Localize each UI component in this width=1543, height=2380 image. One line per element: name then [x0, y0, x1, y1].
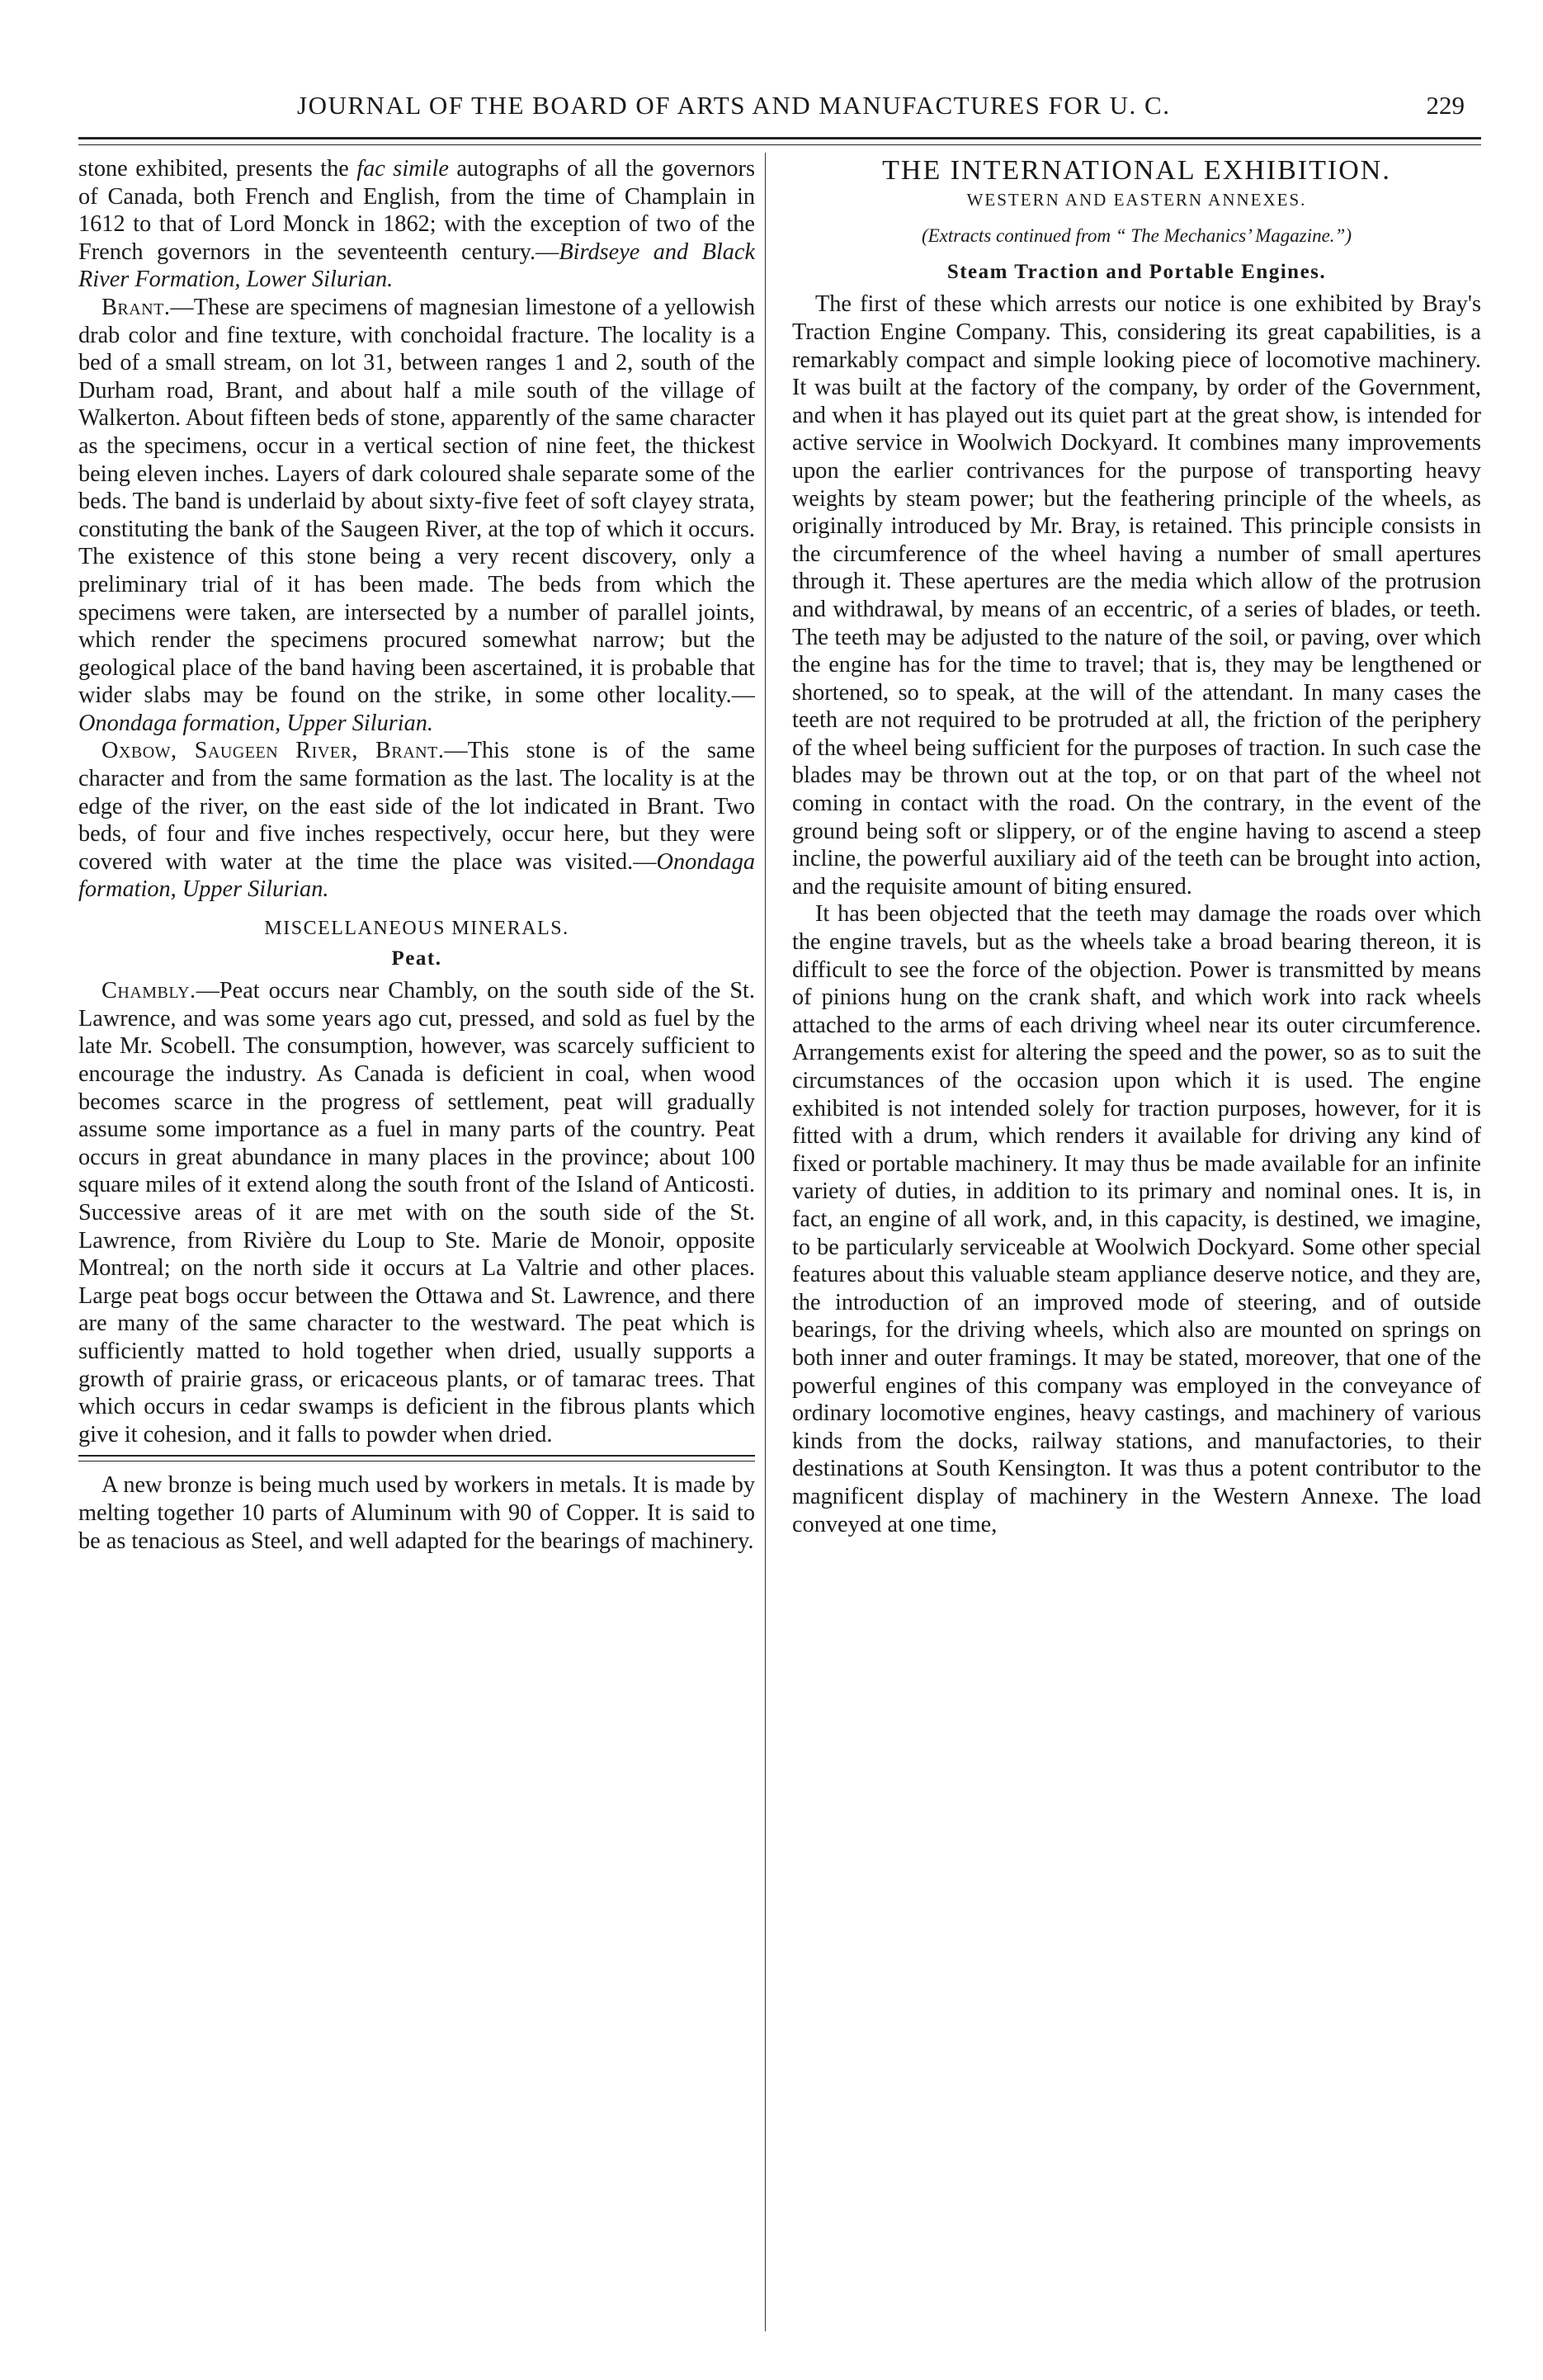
- running-title: JOURNAL OF THE BOARD OF ARTS AND MANUFACTURES FOR U. C.: [297, 91, 1171, 120]
- paragraph-text: autographs of all the governors of Canada, both French and English, from the time of Champlain in 1612 to that of Lord Monck in 1862; with the exception of two of the French governors in the seventeenth century.—: [78, 156, 755, 265]
- entry-lead: Chambly.: [101, 978, 196, 1004]
- paragraph-text: —These are specimens of magnesian limestone of a yellowish drab color and fine texture, with conchoidal fracture. The locality is a bed of a small stream, on lot 31, between ranges 1 and 2, south of the Durham road, Brant, and about half a mile south of the village of Walkerton. About fifteen beds of stone, apparently of the same character as the specimens, occur in a vertical section of nine feet, the thickest being eleven inches. Layers of dark coloured shale separate some of the beds. The band is underlaid by about sixty-five feet of soft clayey strata, constituting the bank of the Saugeen River, at the top of which it occurs. The existence of this stone being a very recent discovery, only a preliminary trial of it has been made. The beds from which the specimens were taken, are intersected by a number of parallel joints, which render the specimens procured somewhat narrow; but the geological place of the band having been ascertained, it is probable that wider slabs may be found on the strike, in some other locality.—: [78, 294, 755, 709]
- paragraph-objection: It has been objected that the teeth may damage the roads over which the engine travels, but as the wheels take a broad bearing thereon, it is difficult to see the force of the objection. Power is transmitted by means of pinions hung on the crank shaft, and which work into rack wheels attached to the arms of each driving wheel near its outer circumference. Arrangements exist for altering the speed and the power, so as to suit the circumstances of the occasion upon which it is used. The engine exhibited is not intended solely for traction purposes, however, for it is fitted with a drum, which renders it available for driving any kind of fixed or portable machinery. It may thus be made available for an infinite variety of duties, in addition to its primary and nominal ones. It is, in fact, an engine of all work, and, in this capacity, is destined, we imagine, to be particularly serviceable at Woolwich Dockyard. Some other special features about this valuable steam appliance deserve notice, and they are, the introduction of an improved mode of steering, and of outside bearings, for the driving wheels, which also are mounted on springs on both inner and outer framings. It may be stated, moreover, that one of the powerful engines of this company was employed in the conveyance of ordinary locomotive engines, heavy castings, and machinery of various kinds from the docks, railway stations, and manufactories, to their destinations at South Kensington. It was thus a potent contributor to the magnificent display of machinery in the Western Annexe. The load conveyed at one time,: [792, 901, 1481, 1537]
- paragraph-bray-engine: The first of these which arrests our notice is one exhibited by Bray's Traction Engine Company. This, considering its great capabilities, is a remarkably compact and simple looking piece of locomotive machinery. It was built at the factory of the company, by order of the Government, and when it has played out its quiet part at the great show, is intended for active service in Woolwich Dockyard. It combines many improvements upon the earlier contrivances for the purpose of transporting heavy weights by steam power; but the feathering principle of the wheels, as originally introduced by Mr. Bray, is retained. This principle consists in the circumference of the wheel having a number of small apertures through it. These apertures are the media which allow of the protrusion and withdrawal, by means of an eccentric, of a series of blades, or teeth. The teeth may be adjusted to the nature of the soil, or paving, over which the engine has for the time to travel; that is, they may be lengthened or shortened, so to speak, at the will of the attendant. In many cases the teeth are not required to be protruded at all, the friction of the periphery of the wheel being sufficient for the purposes of traction. In such case the blades may be thrown out at the top, or on that part of the wheel not coming in contact with the road. On the contrary, in the event of the ground being soft or slippery, or of the engine having to ascend a steep incline, the powerful auxiliary aid of the teeth can be brought into action, and the requisite amount of biting ensured.: [792, 291, 1481, 900]
- extract-note: (Extracts continued from “ The Mechanics’ Magazine.”): [921, 225, 1352, 247]
- paragraph-bronze-note: A new bronze is being much used by workers in metals. It is made by melting together 10 parts of Aluminum with 90 of Copper. It is said to be as tenacious as Steel, and well adapted for the bearings of machinery.: [78, 1472, 755, 1554]
- italic-text: fac simile: [356, 156, 449, 182]
- paragraph-text: stone exhibited, presents the: [78, 156, 357, 182]
- entry-lead: Brant.: [101, 294, 171, 320]
- sub-heading: Steam Traction and Portable Engines.: [946, 260, 1327, 283]
- formation-citation: Onondaga formation, Upper Silurian.: [78, 710, 433, 736]
- formation-citation: Birdseye and Black River Formation, Lower Silurian.: [78, 238, 755, 293]
- section-heading: MISCELLANEOUS MINERALS.: [264, 918, 569, 940]
- entry-lead: Oxbow, Saugeen River, Brant.: [101, 738, 445, 764]
- sub-heading: Peat.: [391, 947, 442, 970]
- note-rule: [78, 1455, 755, 1462]
- paragraph-brant: [78, 294, 755, 738]
- article-title: THE INTERNATIONAL EXHIBITION.: [882, 155, 1391, 186]
- paragraph-oxbow: [78, 737, 755, 904]
- header-rule: [78, 137, 1481, 145]
- page-number: 229: [1426, 91, 1465, 120]
- paragraph-text: —This stone is of the same character and from the same formation as the last. The locality is at the edge of the river, on the east side of the lot indicated in Brant. Two beds, of four and five inches respectively, occur here, but they were covered with water at the time the place was visited.—: [78, 738, 755, 875]
- paragraph-text: —Peat occurs near Chambly, on the south side of the St. Lawrence, and was some years ago cut, pressed, and sold as fuel by the late Mr. Scobell. The consumption, however, was scarcely sufficient to encourage the industry. As Canada is deficient in coal, when wood becomes scarce in the progress of settlement, peat will gradually assume some importance as a fuel in many parts of the country. Peat occurs in great abundance in many places in the province; about 100 square miles of it extend along the south front of the Island of Anticosti. Successive areas of it are met with on the south side of the St. Lawrence, from Rivière du Loup to Ste. Marie de Monoir, opposite Montreal; on the north side it occurs at La Valtrie and other places. Large peat bogs occur between the Ottawa and St. Lawrence, and there are many of the same character to the westward. The peat which is sufficiently matted to hold together when dried, usually supports a growth of prairie grass, or ericaceous plants, or of tamarac trees. That which occurs in cedar swamps is deficient in the fibrous plants which give it cohesion, and it falls to powder when dried.: [78, 978, 755, 1447]
- running-head: [78, 91, 1481, 130]
- formation-citation: Onondaga formation, Upper Silurian.: [78, 848, 755, 903]
- paragraph-chambly: [78, 977, 755, 1448]
- right-column: [792, 155, 1481, 2334]
- left-column: [78, 155, 755, 2334]
- article-subtitle: WESTERN AND EASTERN ANNEXES.: [966, 189, 1307, 210]
- paragraph-autographs: [78, 155, 755, 294]
- column-divider: [765, 153, 766, 2331]
